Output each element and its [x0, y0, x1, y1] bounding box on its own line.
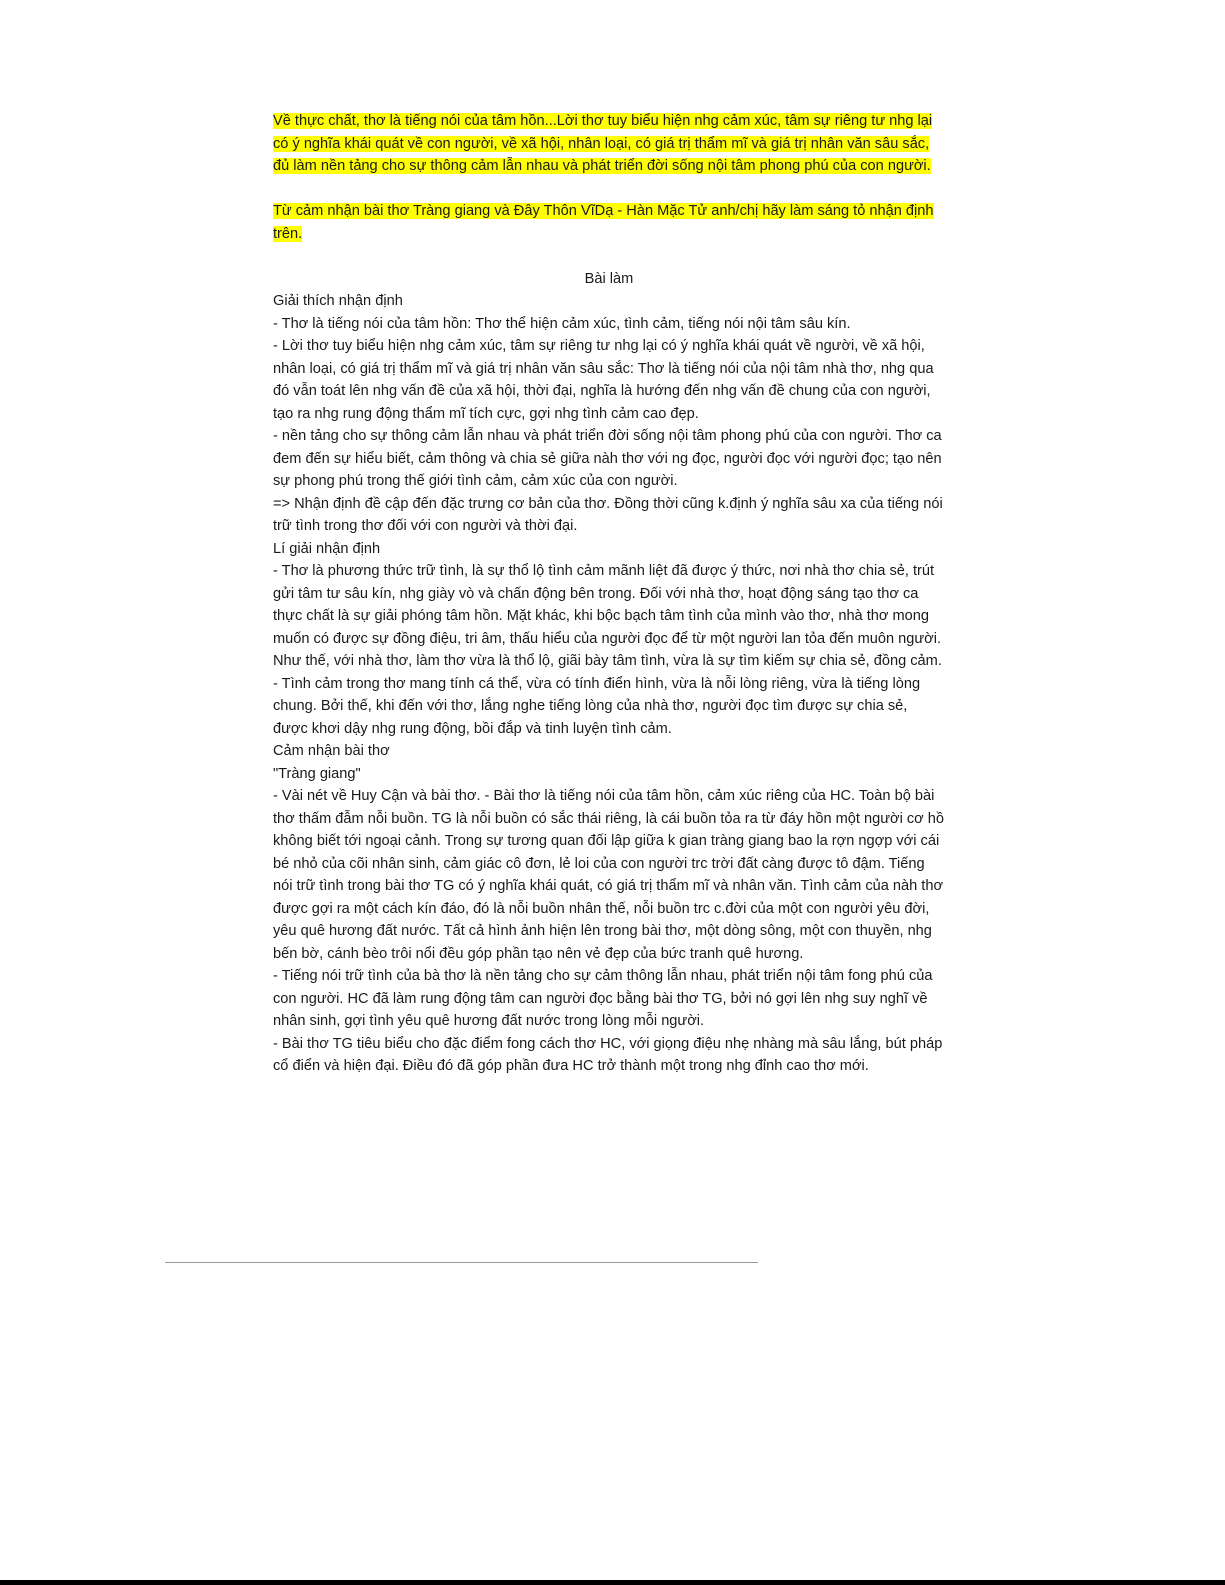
essay-paragraph: - Tiếng nói trữ tình của bà thơ là nền tảng cho sự cảm thông lẫn nhau, phát triển nội tâm fong phú của con người. HC đã làm rung động tâm can người đọc bằng bài thơ TG, bởi nó gợi lên nhg suy nghĩ về nhân sinh, gợi tình yêu quê hương đất nước trong lòng mỗi người.: [273, 968, 933, 1029]
bottom-edge-bar: [0, 1580, 1225, 1585]
essay-paragraph: - Vài nét về Huy Cận và bài thơ. - Bài thơ là tiếng nói của tâm hồn, cảm xúc riêng của HC. Toàn bộ bài thơ thấm đẫm nỗi buồn. TG là nỗi buồn có sắc thái riêng, là cái buồn tỏa ra từ đáy hồn một người cơ hồ không biết tới ngoại cảnh. Trong sự tương quan đối lập giữa k gian tràng giang bao la rợn ngợp với cái bé nhỏ của cõi nhân sinh, cảm giác cô đơn, lẻ loi của con người trc trời đất càng được tô đậm. Tiếng nói trữ tình trong bài thơ TG có ý nghĩa khái quát, có giá trị thẩm mĩ và nhân văn. Tình cảm của nàh thơ được gợi ra một cách kín đáo, đó là nỗi buồn nhân thế, nỗi buồn trc c.đời của một con người yêu đời, yêu quê hương đất nước. Tất cả hình ảnh hiện lên trong bài thơ, một dòng sông, một con thuyền, nhg bến bờ, cánh bèo trôi nổi đều góp phần tạo nên vẻ đẹp của bức tranh quê hương.: [273, 788, 945, 962]
section-heading-reason: Lí giải nhận định: [273, 540, 381, 557]
essay-paragraph: - Tình cảm trong thơ mang tính cá thể, vừa có tính điển hình, vừa là nỗi lòng riêng, vừa là tiếng lòng chung. Bởi thế, khi đến với thơ, lắng nghe tiếng lòng của nhà thơ, người đọc tìm được sự chia sẻ, được khơi dậy nhg rung động, bồi đắp và tinh luyện tình cảm.: [273, 675, 921, 737]
spacer: [273, 178, 945, 201]
section-heading-explain: Giải thích nhận định: [273, 293, 403, 309]
poem-title: "Tràng giang": [273, 765, 361, 782]
prompt-task: [273, 200, 945, 245]
essay-paragraph: - Thơ là phương thức trữ tình, là sự thổ lộ tình cảm mãnh liệt đã được ý thức, nơi nhà thơ chia sẻ, trút gửi tâm tư sâu kín, nhg giày vò và chấn động bên trong. Đối với nhà thơ, hoạt động sáng tạo thơ ca thực chất là sự giải phóng tâm hồn. Mặt khác, khi bộc bạch tâm tình của mình vào thơ, nhà thơ mong muốn có được sự đồng điệu, tri âm, thấu hiểu của người đọc để từ một người lan tỏa đến muôn người. Như thế, với nhà thơ, làm thơ vừa là thổ lộ, giãi bày tâm tình, vừa là sự tìm kiếm sự chia sẻ, đồng cảm.: [273, 563, 942, 669]
highlighted-quote-text: Về thực chất, thơ là tiếng nói của tâm hồn...Lời thơ tuy biểu hiện nhg cảm xúc, tâm sự riêng tư nhg lại có ý nghĩa khái quát về con người, về xã hội, nhân loại, có giá trị thẩm mĩ và giá trị nhân văn sâu sắc, đủ làm nền tảng cho sự thông cảm lẫn nhau và phát triển đời sống nội tâm phong phú của con người.: [273, 113, 933, 174]
essay-paragraph: - Lời thơ tuy biểu hiện nhg cảm xúc, tâm sự riêng tư nhg lại có ý nghĩa khái quát về người, về xã hội, nhân loại, có giá trị thẩm mĩ và giá trị nhân văn sâu sắc: Thơ là tiếng nói của nội tâm nhà thơ, nhg qua đó vẫn toát lên nhg vấn đề của xã hội, thời đại, nghĩa là hướng đến nhg vấn đề chung của con người, tạo ra nhg rung động thẩm mĩ tích cực, gợi nhg tình cảm cao đẹp.: [273, 338, 934, 422]
essay-paragraph: - Thơ là tiếng nói của tâm hồn: Thơ thể hiện cảm xúc, tình cảm, tiếng nói nội tâm sâu kín.: [273, 315, 851, 332]
highlighted-task-text: Từ cảm nhận bài thơ Tràng giang và Đây Thôn VĩDạ - Hàn Mặc Tử anh/chị hãy làm sáng tỏ nhận định trên.: [273, 203, 934, 242]
essay-paragraph: - nền tảng cho sự thông cảm lẫn nhau và phát triển đời sống nội tâm phong phú của con người. Thơ ca đem đến sự hiểu biết, cảm thông và chia sẻ giữa nàh thơ với ng đọc, người đọc với người đọc; tạo nên sự phong phú trong thế giới tình cảm, cảm xúc của con người.: [273, 428, 942, 489]
prompt-quote: [273, 110, 945, 178]
section-heading-poem: Cảm nhận bài thơ: [273, 743, 390, 759]
essay-body: [273, 290, 945, 1078]
essay-paragraph: => Nhận định đề cập đến đặc trưng cơ bản của thơ. Đồng thời cũng k.định ý nghĩa sâu xa của tiếng nói trữ tình trong thơ đối với con người và thời đại.: [273, 495, 943, 534]
essay-paragraph: - Bài thơ TG tiêu biểu cho đặc điểm fong cách thơ HC, với giọng điệu nhẹ nhàng mà sâu lắng, bút pháp cổ điển và hiện đại. Điều đó đã góp phần đưa HC trở thành một trong nhg đỉnh cao thơ mới.: [273, 1035, 943, 1074]
spacer: [273, 245, 945, 268]
footer-divider: [165, 1262, 758, 1263]
document-body: [273, 110, 945, 1078]
essay-heading: Bài làm: [584, 270, 634, 287]
